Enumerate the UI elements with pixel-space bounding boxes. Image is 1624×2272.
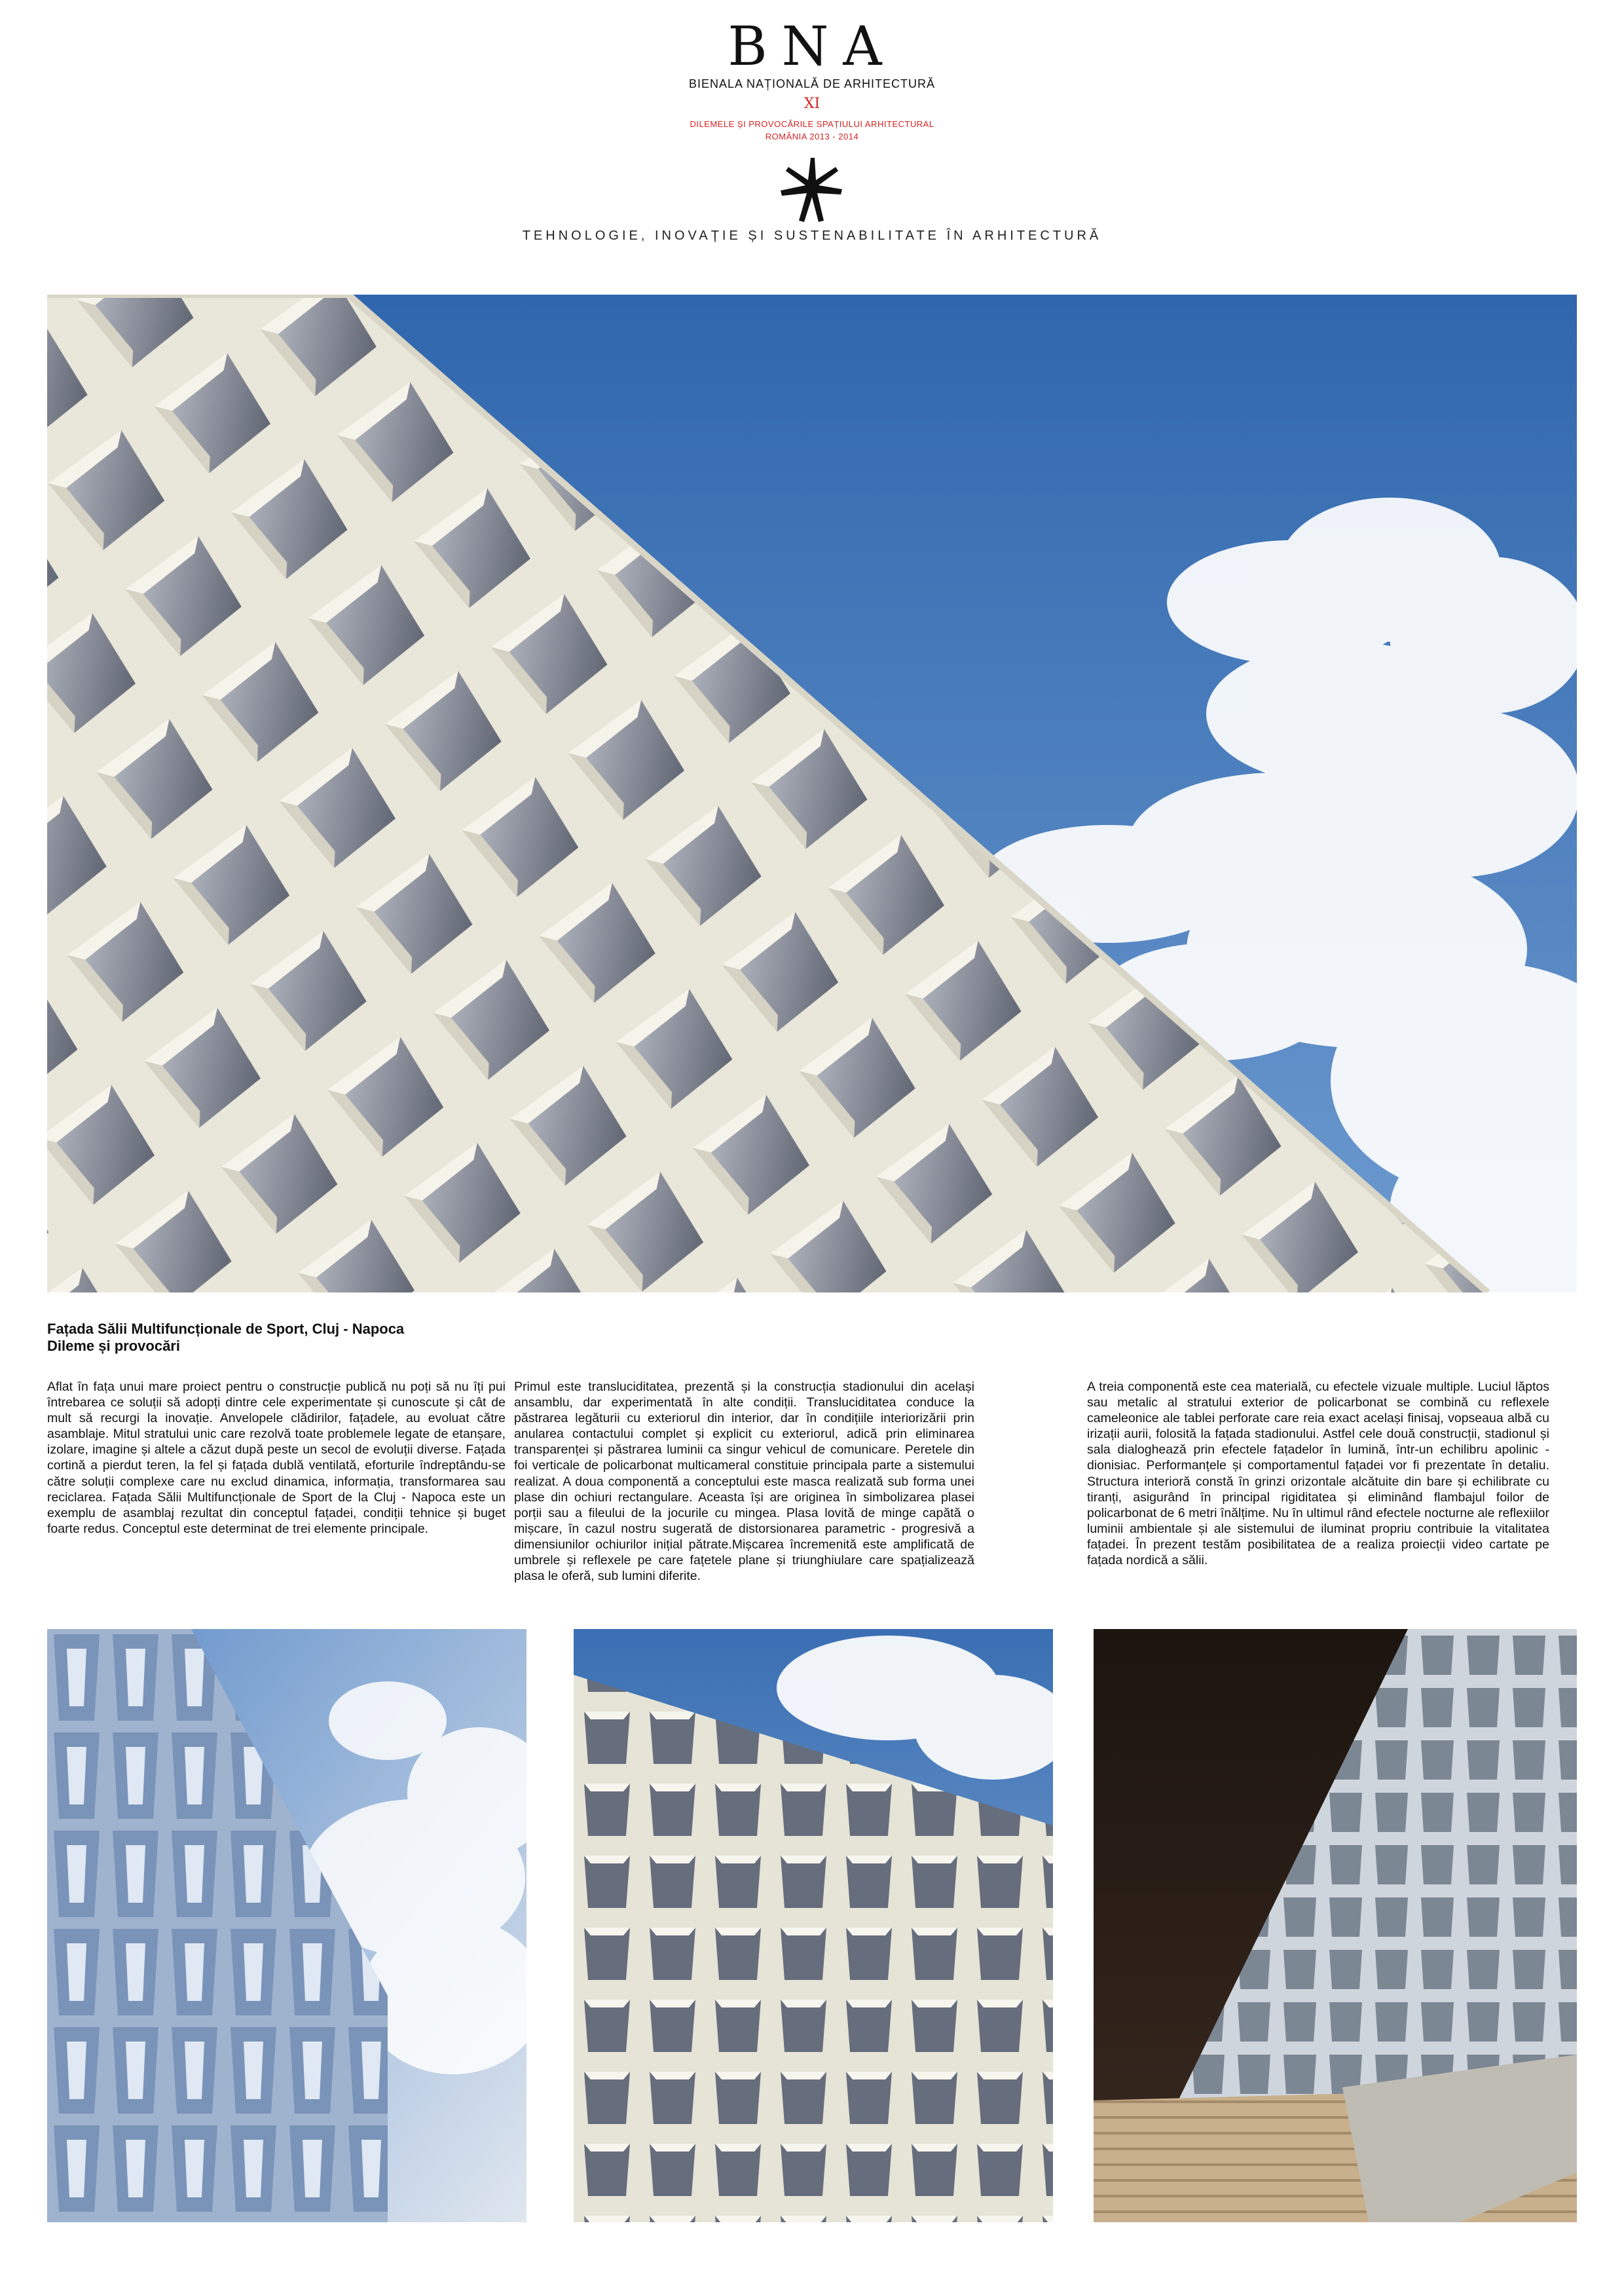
article-subtitle: Dileme și provocări xyxy=(47,1338,180,1354)
institution-name: BIENALA NAȚIONALĂ DE ARHITECTURĂ xyxy=(688,77,936,90)
text-column-2: Primul este transluciditatea, prezentă și la construcția stadionului din același ansamblu, dar experimentată în alte condiții. Transluciditatea conduce la păstrarea legăturii cu exteriorul din interior, dar în condițiile interiorizării prin anularea contactului complet și explicit cu exteriorul, adică prin eliminarea transparenței și păstrarea luminii ca singur vehicul de comunicare. Peretele din foi verticale de policarbonat multicameral constituie principala parte a sistemului realizat. A doua componentă a conceptului este masca realizată sub forma unei plase din ochiuri rectangulare. Aceasta își are originea în simbolizarea plasei porții sau a fileului de la jocurile cu mingea. Plasa lovită de minge capătă o mișcare, în cazul nostru sugerată de distorsionarea parametric - progresivă a dimensiunilor ochiurilor inițial pătrate.Mișcarea încremenită este amplificată de umbrele și reflexele pe care fațetele plane și triunghiulare care spațializează plasa le oferă, sub lumini diferite. xyxy=(514,1380,974,1584)
poster-header xyxy=(0,0,1624,262)
edition-number: XI xyxy=(803,96,821,112)
biennial-years: ROMÂNIA 2013 - 2014 xyxy=(765,132,859,141)
facade-main-photo xyxy=(47,295,1577,1292)
text-column-3: A treia componentă este cea materială, cu efectele vizuale multiple. Luciul lăptos sau metalic al stratului exterior de policarbonat se combină cu reflexele cameleonice ale tablei perforate care reia exact același finisaj, vopseaua albă cu irizații aurii, folosită la fațada stadionului. Astfel cele două construcții, stadionul și sala dialoghează prin efectele fațadelor în lumină, într-un echilibru apolinic - dionisiac. Performanțele și comportamentul fațadei vor fi prezentate în detaliu. Structura interioră constă în grinzi orizontale alcătuite din bare și echilibrate cu tiranți, asigurând în principal rigiditatea și eliminând flambajul foilor de policarbonat de 6 metri înălțime. Nu în ultimul rând efectele nocturne ale reflexiilor luminii ambientale și ale sistemului de iluminat propriu contribuie la vitalitatea fațadei. În prezent testăm posibilitatea de a realiza proiecții video cartate pe fațada nordică a sălii. xyxy=(1087,1380,1549,1568)
facade-corner-photo xyxy=(47,1629,526,2222)
bna-logo: BNA xyxy=(728,16,896,78)
article-title: Fațada Sălii Multifuncționale de Sport, Cluj - Napoca xyxy=(47,1321,405,1337)
section-title: TEHNOLOGIE, INOVAȚIE ȘI SUSTENABILITATE ÎN ARHITECTURĂ xyxy=(522,229,1102,243)
biennial-theme: DILEMELE ȘI PROVOCĂRILE SPAȚIULUI ARHITECTURAL xyxy=(690,119,934,129)
text-column-1: Aflat în fața unui mare proiect pentru o construcție publică nu poți să nu îți pui întrebarea ce soluții să adopți dintre cele experimentate și cunoscute și cât de mult să recurgi la inovație. Anvelopele clădirilor, fațadele, au evoluat către asamblaje. Mitul stratului unic care rezolvă toate problemele legate de etanșare, izolare, imagine și altele a căzut după peste un secol de evoluții diverse. Fațada cortină a pierdut teren, la fel și fațada dublă ventilată, eforturile îndreptându-se către soluții complexe care nu exclud dinamica, informația, transformarea sau reciclarea. Fațada Sălii Multifuncționale de Sport de la Cluj - Napoca este un exemplu de asamblaj rezultat din conceptul fațadei, condiții tehnice și buget foarte redus. Conceptul este determinat de trei elemente principale. xyxy=(47,1380,506,1536)
facade-front-photo xyxy=(574,1629,1053,2222)
bna-emblem-icon xyxy=(778,154,846,226)
facade-night-photo xyxy=(1094,1629,1577,2222)
